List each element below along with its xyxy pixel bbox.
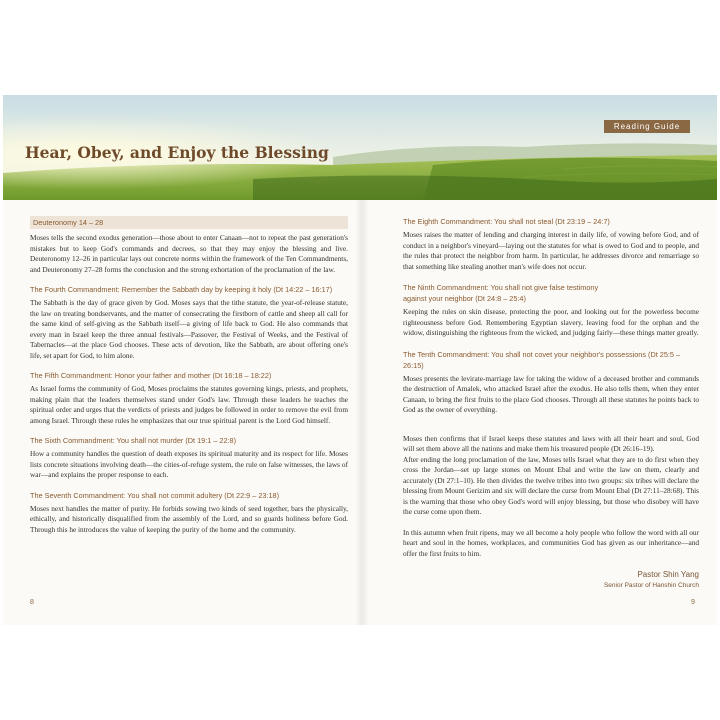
section-body: As Israel forms the community of God, Moses proclaims the statutes governing kings, priests, and prophets, making plain that the leaders themselves stand under God's law. Through these leaders he teaches the spiritual order and urges that the verdicts of priests and judges be followed in order to remove the evil from among Israel. Through these rules he emphasizes that our true spiritual parent is the Lord God himself. xyxy=(30,384,348,425)
section-heading: The Ninth Commandment: You shall not give false testimony xyxy=(403,283,599,292)
section-body: Moses tells the second exodus generation—those about to enter Canaan—not to repeat the past generation's mistakes but to keep God's commands and decrees, so that they may enjoy the blessing and live. Deuteronomy 12–26 in particular lays out concrete norms within the framework of the Ten Commandments, and Deuteronomy 27–28 forms the conclusion and the strong exhortation of the proclamation of the law. xyxy=(30,233,348,274)
page-number-left: 8 xyxy=(30,599,34,606)
signature-name: Pastor Shin Yang xyxy=(637,570,699,579)
section-heading-continued: against your neighbor (Dt 24:8 – 25:4) xyxy=(403,294,526,303)
section-heading: The Fourth Commandment: Remember the Sabbath day by keeping it holy (Dt 14:22 – 16:17) xyxy=(30,285,333,294)
section-body: Keeping the rules on skin disease, protecting the poor, and looking out for the powerless become righteousness before God. Remembering Egyptian slavery, leaving food for the orphan and the widow, distinguishing the righteous from the wicked, and judging fairly—these things matter greatly. xyxy=(403,307,699,337)
section-body: Moses next handles the matter of purity. He forbids sowing two kinds of seed together, bars the physically, ethically, and historically disqualified from the assembly of the Lord, and so guards holiness before God. Through this he introduces the value of keeping the purity of the home and the community. xyxy=(30,503,348,534)
signature-role: Senior Pastor of Hanshin Church xyxy=(603,582,699,589)
book-spread xyxy=(3,95,717,625)
conclusion-paragraph: Moses then confirms that if Israel keeps these statutes and laws with all their heart and soul, God will set them above all the nations and make them his treasured people (Dt 26:16–19). xyxy=(403,433,699,453)
left-page-column xyxy=(30,216,348,544)
page-title: Hear, Obey, and Enjoy the Blessing xyxy=(25,143,329,162)
conclusion-paragraph: After ending the long proclamation of the law, Moses tells Israel what they are to do first when they cross the Jordan—set up large stones on Mount Ebal and write the law on them, clearly and accurately (Dt 27:1–10). He then divides the twelve tribes into two groups: six tribes will declare the blessing from Mount Gerizim and six will declare the curse from Mount Ebal (Dt 27:11–28:68). This is the warning that those who obey God's word will enjoy blessing, but those who disobey will have the curse come upon them. xyxy=(403,454,699,516)
closing-paragraph: In this autumn when fruit ripens, may we all become a holy people who follow the word with all our heart and soul in the homes, workplaces, and communities God has given as our inheritance—and offer the first fruits to him. xyxy=(403,527,699,558)
section-heading: The Fifth Commandment: Honor your father and mother (Dt 16:18 – 18:22) xyxy=(30,371,272,380)
section-heading: The Eighth Commandment: You shall not steal (Dt 23:19 – 24:7) xyxy=(403,217,610,226)
section-heading: Deuteronomy 14 – 28 xyxy=(30,216,348,229)
spacer xyxy=(403,426,699,434)
right-page-column xyxy=(403,216,699,591)
reading-guide-tag: Reading Guide xyxy=(604,120,690,133)
header-banner xyxy=(3,95,717,200)
signature-block xyxy=(403,569,699,591)
page-number-right: 9 xyxy=(691,599,695,606)
page-gutter xyxy=(355,200,369,625)
section-body: Moses raises the matter of lending and charging interest in daily life, of vowing before God, and of conduct in a neighbor's vineyard—laying out the statutes for what is owed to God and to people, and the rules that protect the neighbor from harm. In particular, he addresses divorce and remarriage so that something like stealing another man's wife does not occur. xyxy=(403,230,699,271)
section-body: Moses presents the levirate-marriage law for taking the widow of a deceased brother and commands the destruction of Amalek, who attacked Israel after the exodus. He also tells them, when they enter Canaan, to bring the first fruits to the place God chooses. Through all these statutes he points back to God as the owner of everything. xyxy=(403,373,699,414)
section-heading: The Sixth Commandment: You shall not murder (Dt 19:1 – 22:8) xyxy=(30,436,237,445)
section-heading: The Seventh Commandment: You shall not commit adultery (Dt 22:9 – 23:18) xyxy=(30,490,280,500)
section-body: The Sabbath is the day of grace given by God. Moses says that the tithe statute, the year-of-release statute, the law on treating bondservants, and the matter of consecrating the firstborn of cattle and sheep all call for the same kind of self-giving as the Sabbath itself—a giving of life back to God. He also commands that every man in Israel keep the three annual festivals—Passover, the Festival of Weeks, and the Festival of Tabernacles—at the place God chooses. These acts of devotion, like the Sabbath, are about offering one's life, set apart for God, to him alone. xyxy=(30,298,348,360)
section-heading: The Tenth Commandment: You shall not covet your neighbor's possessions (Dt 25:5 – 26:15) xyxy=(403,349,681,370)
section-body: How a community handles the question of death exposes its spiritual maturity and its respect for life. Moses lists concrete situations involving death—the cities-of-refuge system, the rule on false witnesses, the laws of war—and explains the proper response to each. xyxy=(30,449,348,479)
